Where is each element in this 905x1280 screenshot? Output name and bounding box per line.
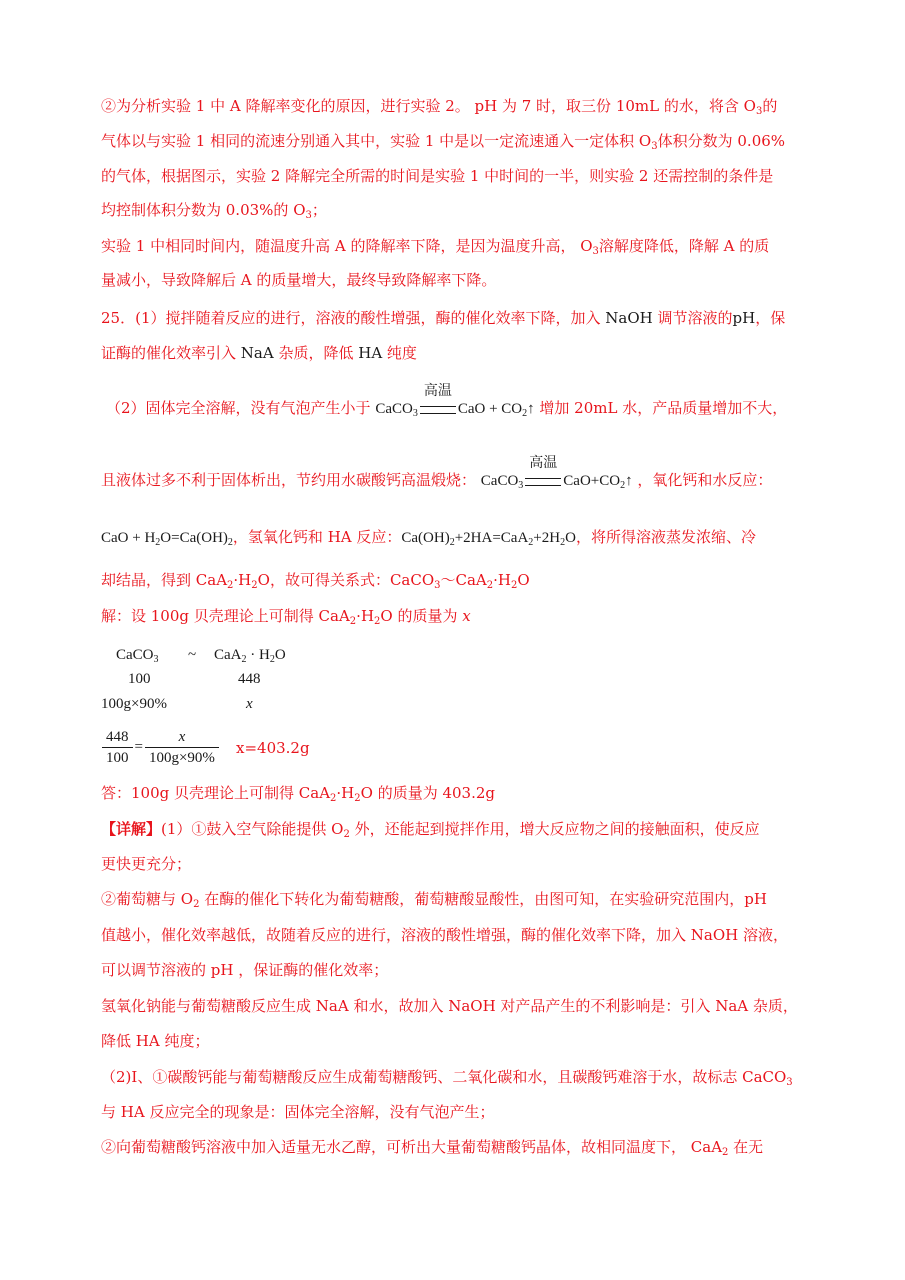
fraction-right: $\frac{x}{100g\times 90\%}$ <box>145 728 219 767</box>
text-line: ②向葡萄糖酸钙溶液中加入适量无水乙醇，可析出大量葡萄糖酸钙晶体，故相同温度下， CaA$_2$ 在无 <box>101 1138 764 1158</box>
text-line: 更快更充分； <box>101 855 192 873</box>
text-line: 【详解】(1）①鼓入空气除能提供 $O_2$ 外，还能起到搅拌作用，增大反应物之间的接触面积，使反应 <box>101 820 760 840</box>
text-line-answer: 答：100g 贝壳理论上可制得 $CaA_2\cdot H_2O$ 的质量为 403.2g <box>101 784 496 804</box>
calc-mass-left: 100g×90% <box>101 696 167 712</box>
text-line-equation: 且液体过多不利于固体析出，节约用水碳酸钙高温煅烧： CaCO$_3$ 高温 $CaO+CO_2↑$ ，氧化钙和水反应： <box>101 456 773 491</box>
text-line: 均控制体积分数为 0.03%的 $O_3$； <box>101 201 327 221</box>
text-line: 解：设 100g 贝壳理论上可制得 $CaA_2\cdot H_2O$ 的质量为 x <box>101 607 471 627</box>
calc-result: x=403.2g <box>236 739 310 757</box>
text-line: 与 HA 反应完全的现象是：固体完全溶解，没有气泡产生； <box>101 1103 495 1121</box>
text-line: 值越小，催化效率越低，故随着反应的进行，溶液的酸性增强，酶的催化效率下降，加入 NaOH 溶液， <box>101 926 788 944</box>
calc-product-formula: $CaA_2 \cdot H_2O$ <box>214 647 286 665</box>
text-line-equation: （2）固体完全溶解，没有气泡产生小于 CaCO$_3$ 高温 CaO + $CO_2↑$ 增加 20mL 水，产品质量增加不大， <box>106 384 788 419</box>
text-line-equation: CaO + $H_2O=Ca(OH)_2$，氢氧化钙和 HA 反应：$Ca(OH)_2+2HA=CaA_2+2H_2O$，将所得溶液蒸发浓缩、冷 <box>101 528 756 548</box>
calc-molar-mass-left: 100 <box>128 671 151 687</box>
equation-decomposition: CaCO$_3$ 高温 CaO + $CO_2↑$ <box>375 384 535 419</box>
text-line: 降低 HA 纯度； <box>101 1032 210 1050</box>
equation-cao-water: CaO + $H_2O=Ca(OH)_2$ <box>101 530 233 548</box>
text-line: 量减小，导致降解后 A 的质量增大，最终导致降解率下降。 <box>101 271 497 289</box>
text-line: 实验 1 中相同时间内，随温度升高 A 的降解率下降，是因为温度升高， $O_3$溶解度降低，降解 A 的质 <box>101 237 770 257</box>
calc-tilde: ~ <box>188 647 197 663</box>
text-line: ②葡萄糖与 $O_2$ 在酶的催化下转化为葡萄糖酸，葡萄糖酸显酸性，由图可知，在实验研究范围内，pH <box>101 890 767 910</box>
equation-calcination: CaCO$_3$ 高温 $CaO+CO_2↑$ <box>480 456 633 491</box>
text-line: 的气体，根据图示，实验 2 降解完全所需的时间是实验 1 中时间的一半，则实验 2 还需控制的条件是 <box>101 167 774 185</box>
text-line: 气体以与实验 1 相同的流速分别通入其中，实验 1 中是以一定流速通入一定体积 $O_3$体积分数为 0.06% <box>101 132 786 152</box>
text-line: ②为分析实验 1 中 A 降解率变化的原因，进行实验 2。 pH 为 7 时，取三份 10mL 的水，将含 $O_3$的 <box>101 97 778 117</box>
text-line: 氢氧化钠能与葡萄糖酸反应生成 NaA 和水，故加入 NaOH 对产品产生的不利影响是：引入 NaA 杂质， <box>101 997 798 1015</box>
calc-molar-mass-right: 448 <box>238 671 261 687</box>
section-tag: 【详解】 <box>101 820 162 838</box>
calc-proportion: $\frac{448}{100}$ = $\frac{x}{100g\times 90\%}$ <box>100 728 221 767</box>
text-line: 可以调节溶液的 pH ，保证酶的催化效率； <box>101 961 389 979</box>
text-line: 25．(1）搅拌随着反应的进行，溶液的酸性增强，酶的催化效率下降，加入 NaOH 调节溶液的pH，保 <box>101 309 786 327</box>
text-line: 证酶的催化效率引入 NaA 杂质，降低 HA 纯度 <box>101 344 417 362</box>
fraction-left: $\frac{448}{100}$ <box>102 728 133 767</box>
calc-mass-right: x <box>246 696 253 712</box>
text-line: （2)I、①碳酸钙能与葡萄糖酸反应生成葡萄糖酸钙、二氧化碳和水，且碳酸钙难溶于水，故标志 CaCO$_3$ <box>101 1068 793 1088</box>
equation-caoh-ha: $Ca(OH)_2+2HA=CaA_2+2H_2O$ <box>401 530 576 548</box>
calc-formula-row: CaCO$_3$ <box>116 647 159 665</box>
text-line: 却结晶，得到 $CaA_2\cdot H_2O$，故可得关系式：$CaCO_3\sim CaA_2\cdot H_2O$ <box>101 571 530 591</box>
